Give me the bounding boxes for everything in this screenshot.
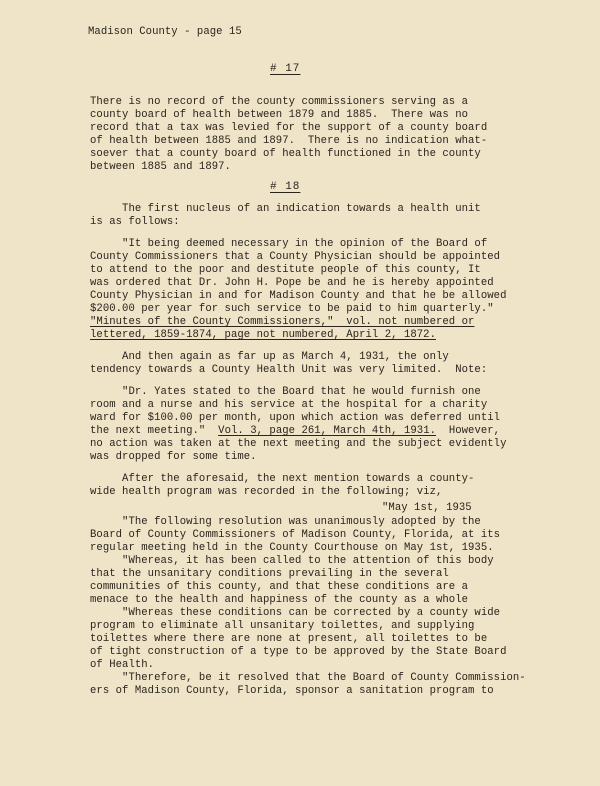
citation-line: "Minutes of the County Commissioners," vol. not numbered or [90,316,475,328]
text-line: county board of health between 1879 and 1885. There was no [90,109,469,121]
text-line: of Health. [90,659,155,671]
text-line: was ordered that Dr. John H. Pope be and he is hereby appointed [90,277,494,289]
text-line: There is no record of the county commissioners serving as a [90,96,469,108]
text-line: soever that a county board of health functioned in the county [90,148,481,160]
resolution-date: "May 1st, 1935 [382,502,472,514]
text-line: wide health program was recorded in the following; viz, [90,486,443,498]
text-line: of tight construction of a type to be approved by the State Board [90,646,507,658]
text-fragment: the next meeting." [90,425,219,437]
text-line: And then again as far up as March 4, 1931, the only [90,351,449,363]
text-line: of health between 1885 and 1897. There is no indication what- [90,135,488,147]
text-line: to attend to the poor and destitute people of this county, It [90,264,481,276]
text-line: was dropped for some time. [90,451,257,463]
citation-fragment: Vol. 3, page 261, March 4th, 1931. [218,425,437,437]
text-line: regular meeting held in the County Courthouse on May 1st, 1935. [90,542,494,554]
running-head: Madison County - page 15 [88,26,242,38]
text-line: tendency towards a County Health Unit was very limited. Note: [90,364,488,376]
text-line: $200.00 per year for such service to be paid to him quarterly." [90,303,494,315]
text-line: menace to the health and happiness of the county as a whole [90,594,469,606]
text-line: "It being deemed necessary in the opinion of the Board of [90,238,488,250]
text-line: that the unsanitary conditions prevailing in the several [90,568,449,580]
text-line: "Whereas these conditions can be corrected by a county wide [90,607,501,619]
citation-line: lettered, 1859-1874, page not numbered, April 2, 1872. [90,329,436,341]
text-line: ers of Madison County, Florida, sponsor a sanitation program to [90,685,494,697]
text-line: Board of County Commissioners of Madison County, Florida, at its [90,529,501,541]
text-line: no action was taken at the next meeting and the subject evidently [90,438,507,450]
text-line: "The following resolution was unanimously adopted by the [90,516,481,528]
text-fragment: However, [436,425,501,437]
text-line: is as follows: [90,216,180,228]
text-line: communities of this county, and that these conditions are a [90,581,469,593]
section-number-17: # 17 [270,63,301,75]
text-line: "Whereas, it has been called to the attention of this body [90,555,494,567]
text-line: toilettes where there are none at present, all toilettes to be [90,633,488,645]
text-line: room and a nurse and his service at the hospital for a charity [90,399,488,411]
text-line: ward for $100.00 per month, upon which action was deferred until [90,412,501,424]
text-line: "Therefore, be it resolved that the Board of County Commission- [90,672,526,684]
text-line: County Physician in and for Madison County and that he be allowed [90,290,507,302]
text-line: The first nucleus of an indication towards a health unit [90,203,481,215]
text-line: "Dr. Yates stated to the Board that he would furnish one [90,386,481,398]
text-line: between 1885 and 1897. [90,161,231,173]
text-line: record that a tax was levied for the support of a county board [90,122,488,134]
section-number-18: # 18 [270,181,301,193]
text-line: County Commissioners that a County Physician should be appointed [90,251,501,263]
text-line: After the aforesaid, the next mention towards a county- [90,473,475,485]
text-line [90,425,500,438]
text-line: program to eliminate all unsanitary toilettes, and supplying [90,620,475,632]
